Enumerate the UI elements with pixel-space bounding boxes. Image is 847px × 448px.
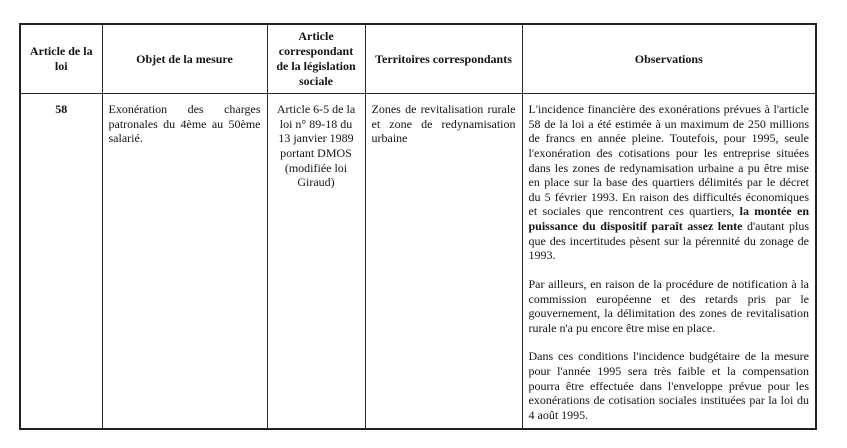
cell-observations <box>522 94 816 429</box>
header-article-loi: Article de la loi <box>20 24 102 94</box>
observations-p1-segment-before: L'incidence financière des exonérations prévues à l'article 58 de la loi a été estimée à un maximum de 250 millions de francs en année pleine. Toutefois, pour 1995, seule l'exonération des cotisations pour les entreprise situées dans les zones de redynamisation urbaine a pu être mise en place sur la base des quartiers délimités par le décret du 5 février 1993. En raison des difficultés économiques et sociales que rencontrent ces quartiers, <box>528 102 809 219</box>
observations-p1-segment-after: d'autant plus que des incertitudes pèsent sur la pérennité du zonage de 1993. <box>528 219 809 263</box>
header-territoires: Territoires correspondants <box>365 24 522 94</box>
header-observations: Observations <box>522 24 816 94</box>
observations-paragraph-3: Dans ces conditions l'incidence budgétaire de la mesure pour l'année 1995 sera très faible et la compensation pourra être effectuée dans l'enveloppe prévue pour les exonérations de cotisation sociales instituées par la loi du 4 août 1995. <box>528 349 809 422</box>
cell-objet-mesure: Exonération des charges patronales du 4ème au 50ème salarié. <box>102 94 267 429</box>
observations-p1-bold-phrase: la montée en puissance du dispositif paraît assez lente <box>528 204 809 233</box>
cell-article-correspondant: Article 6-5 de la loi n° 89-18 du 13 janvier 1989 portant DMOS (modifiée loi Giraud) <box>267 94 365 429</box>
header-row <box>20 24 816 94</box>
measures-table <box>19 23 817 430</box>
observations-paragraph-2: Par ailleurs, en raison de la procédure de notification à la commission européenne et des retards pris par le gouvernement, la délimitation des zones de revitalisation rurale n'a pu encore être mise en place. <box>528 276 809 335</box>
cell-article-loi: 58 <box>20 94 102 429</box>
table-row <box>20 94 816 429</box>
header-objet-mesure: Objet de la mesure <box>102 24 267 94</box>
header-article-correspondant: Article correspondant de la législation sociale <box>267 24 365 94</box>
cell-territoires: Zones de revitalisation rurale et zone de redynamisation urbaine <box>365 94 522 429</box>
observations-paragraph-1 <box>529 102 810 263</box>
